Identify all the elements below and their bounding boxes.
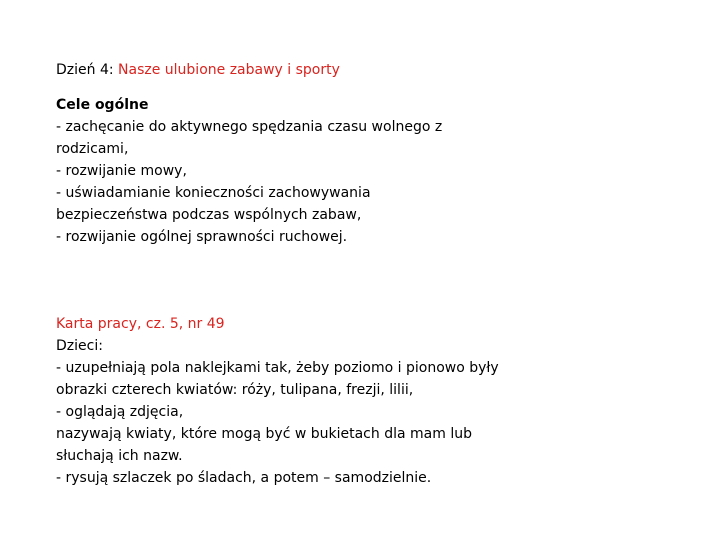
goals-line: bezpieczeństwa podczas wspólnych zabaw, [56, 207, 362, 223]
goals-line: - rozwijanie ogólnej sprawności ruchowej. [56, 229, 348, 245]
goals-line: - rozwijanie mowy, [56, 163, 187, 179]
goals-line: rodzicami, [56, 141, 129, 157]
worksheet-line: Dzieci: [56, 338, 103, 354]
goals-line: - zachęcanie do aktywnego spędzania czasu wolnego z [56, 119, 443, 135]
title-prefix: Dzień 4: [56, 62, 119, 78]
worksheet-block [56, 313, 526, 489]
slide-title [56, 60, 340, 80]
worksheet-line: słuchają ich nazw. [56, 448, 183, 464]
worksheet-line: - rysują szlaczek po śladach, a potem – samodzielnie. [56, 470, 432, 486]
general-goals-block [56, 94, 476, 248]
worksheet-reference: Karta pracy, cz. 5, nr 49 [56, 316, 225, 332]
worksheet-line: obrazki czterech kwiatów: róży, tulipana, frezji, lilii, [56, 382, 414, 398]
worksheet-line: - uzupełniają pola naklejkami tak, żeby poziomo i pionowo były [56, 360, 499, 376]
goals-heading: Cele ogólne [56, 97, 149, 113]
worksheet-line: nazywają kwiaty, które mogą być w bukietach dla mam lub [56, 426, 472, 442]
goals-line: - uświadamianie konieczności zachowywania [56, 185, 371, 201]
worksheet-line: - oglądają zdjęcia, [56, 404, 184, 420]
title-topic: Nasze ulubione zabawy i sporty [118, 62, 340, 78]
